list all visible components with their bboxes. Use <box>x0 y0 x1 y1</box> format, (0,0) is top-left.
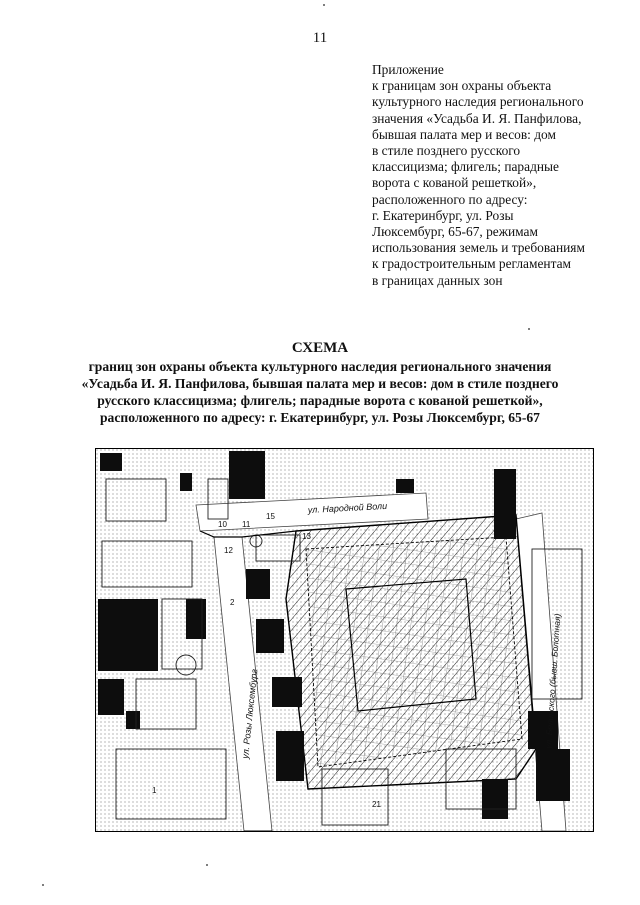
schema-title: СХЕМА <box>291 340 349 356</box>
appendix-line: Люксембург, 65-67, режимам <box>372 224 538 240</box>
subtitle-line: расположенного по адресу: г. Екатеринбург, ул. Розы Люксембург, 65-67 <box>100 410 540 425</box>
street-label-belinskogo: ул. Белинского (бывш. Болотная) <box>543 613 563 750</box>
street-label-narodnoy-voli: ул. Народной Воли <box>307 500 388 515</box>
appendix-line: г. Екатеринбург, ул. Розы <box>372 207 514 223</box>
appendix-caption <box>372 62 632 289</box>
protection-zone-map <box>95 448 594 832</box>
subtitle-line: границ зон охраны объекта культурного наследия регионального значения <box>88 359 552 374</box>
map-number: 10 <box>218 520 227 529</box>
appendix-line: к границам зон охраны объекта <box>372 78 552 94</box>
subtitle-line: «Усадьба И. Я. Панфилова, бывшая палата мер и весов: дом в стиле позднего <box>81 376 559 391</box>
map-number: 11 <box>242 520 251 529</box>
appendix-line: в стиле позднего русского <box>372 143 521 159</box>
street-label-luxemburg: ул. Розы Люксембург <box>240 668 260 760</box>
appendix-line: Приложение <box>372 62 444 77</box>
scan-speck <box>528 328 530 330</box>
scan-speck <box>42 884 44 886</box>
map-number: 21 <box>372 800 381 809</box>
appendix-line: бывшая палата мер и весов: дом <box>372 126 556 142</box>
appendix-line: к градостроительным регламентам <box>372 256 572 272</box>
map-number: 1 <box>152 786 157 795</box>
protection-zone-grid <box>306 537 522 767</box>
map-number: 15 <box>266 512 275 521</box>
appendix-line: расположенного по адресу: <box>372 191 528 207</box>
appendix-line: классицизма; флигель; парадные <box>372 159 559 175</box>
subtitle-line: русского классицизма; флигель; парадные ворота с кованой решеткой», <box>97 393 543 408</box>
page-number: 11 <box>312 30 328 46</box>
appendix-line: ворота с кованой решеткой», <box>372 175 537 191</box>
appendix-line: использования земель и требованиям <box>372 240 585 256</box>
appendix-line: в границах данных зон <box>372 272 503 288</box>
schema-subtitle <box>40 358 600 426</box>
scan-speck <box>323 4 325 6</box>
map-number: 2 <box>230 598 235 607</box>
map-number: 13 <box>302 532 311 541</box>
map-number: 12 <box>224 546 233 555</box>
appendix-line: культурного наследия регионального <box>372 94 584 110</box>
scan-speck <box>206 864 208 866</box>
appendix-line: значения «Усадьба И. Я. Панфилова, <box>372 110 582 126</box>
